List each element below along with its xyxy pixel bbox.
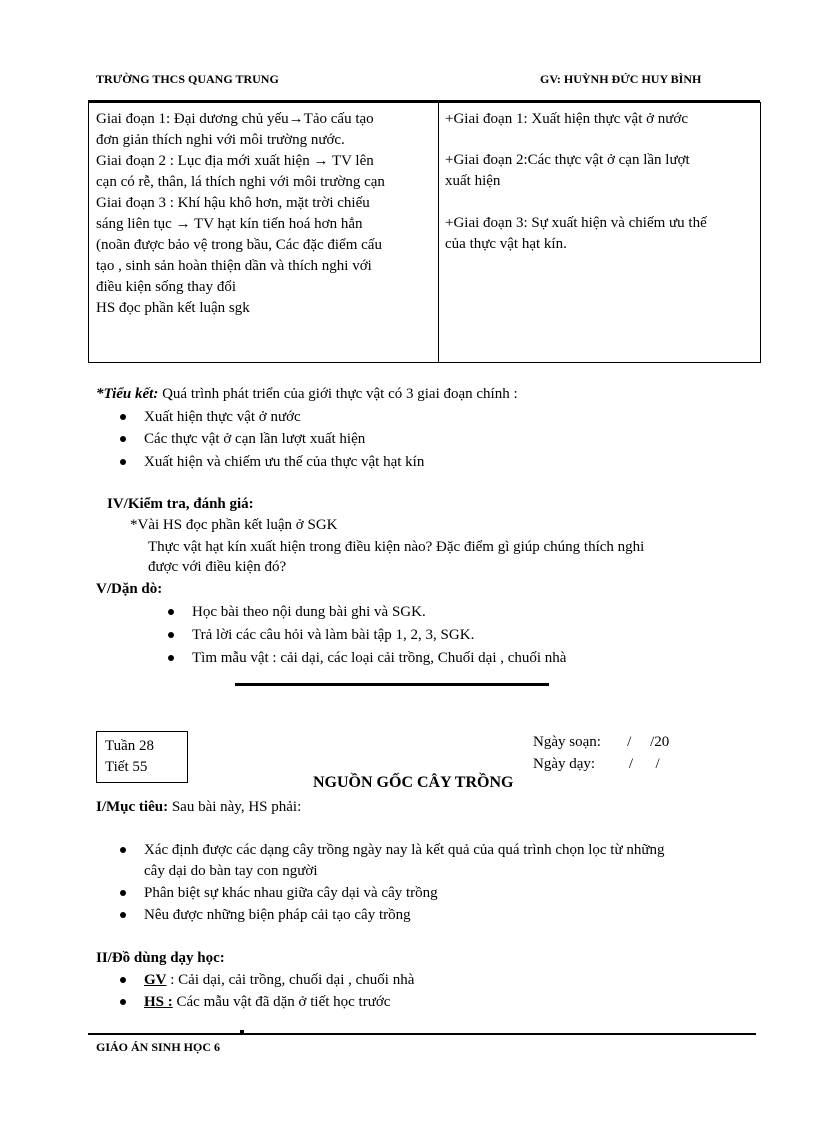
homework-title: V/Dặn dò: (96, 581, 163, 597)
table-right-line: của thực vật hạt kín. (445, 236, 567, 252)
period-label: Tiết 55 (105, 759, 148, 775)
section-divider (235, 683, 549, 686)
objectives-intro: Sau bài này, HS phải: (168, 799, 302, 815)
summary-item: Xuất hiện và chiếm ưu thế của thực vật hạt kín (144, 454, 425, 470)
table-left-line: HS đọc phần kết luận sgk (96, 300, 250, 316)
gv-text: : Cải dại, cải trồng, chuối dại , chuối nhà (170, 972, 415, 988)
summary-item: Xuất hiện thực vật ở nước (144, 409, 301, 425)
assessment-line: *Vài HS đọc phần kết luận ở SGK (130, 517, 338, 533)
table-left-line: Giai đoạn 3 : Khí hậu khô hơn, mặt trời chiếu (96, 195, 370, 211)
hs-text: Các mẫu vật đã dặn ở tiết học trước (172, 994, 391, 1010)
materials-hs (144, 992, 390, 1013)
objective-item-cont: cây dại do bàn tay con người (144, 863, 318, 879)
summary-item: Các thực vật ở cạn lần lượt xuất hiện (144, 431, 366, 447)
bullet-icon (168, 632, 174, 638)
objective-item: Nêu được những biện pháp cải tạo cây trồng (144, 907, 411, 923)
homework-item: Học bài theo nội dung bài ghi và SGK. (192, 604, 426, 620)
assessment-question: được với điều kiện đó? (148, 559, 287, 575)
table-left-line: điều kiện sống thay đổi (96, 279, 236, 295)
teacher-name: GV: HUỲNH ĐỨC HUY BÌNH (540, 72, 702, 86)
homework-item: Tìm mẫu vật : cải dại, các loại cải trồng, Chuối dại , chuối nhà (192, 650, 567, 666)
table-left-line: đơn giản thích nghi với môi trường nước. (96, 132, 345, 148)
footer-mark (240, 1030, 244, 1033)
summary-text: Quá trình phát triển của giới thực vật có 3 giai đoạn chính : (158, 386, 518, 402)
hs-label: HS : (144, 994, 173, 1010)
bullet-icon (120, 414, 126, 420)
bullet-icon (120, 436, 126, 442)
table-divider (438, 102, 439, 362)
table-right-line: +Giai đoạn 3: Sự xuất hiện và chiếm ưu thế (445, 215, 707, 231)
bullet-icon (120, 999, 126, 1005)
bullet-icon (120, 459, 126, 465)
homework-item: Trả lời các câu hỏi và làm bài tập 1, 2, 3, SGK. (192, 627, 475, 643)
footer-text: GIÁO ÁN SINH HỌC 6 (96, 1040, 221, 1054)
week-label: Tuần 28 (105, 738, 155, 754)
objective-item: Phân biệt sự khác nhau giữa cây dại và cây trồng (144, 885, 438, 901)
bullet-icon (120, 912, 126, 918)
objective-item: Xác định được các dạng cây trồng ngày nay là kết quả của quá trình chọn lọc từ những (144, 842, 665, 858)
table-left-line: (noãn được bảo vệ trong bầu, Các đặc điểm cấu (96, 237, 382, 253)
assessment-title: IV/Kiểm tra, đánh giá: (107, 496, 254, 512)
school-name: TRƯỜNG THCS QUANG TRUNG (96, 72, 279, 86)
bullet-icon (120, 847, 126, 853)
bullet-icon (168, 609, 174, 615)
teach-date: Ngày dạy: / / (533, 756, 660, 772)
gv-label: GV (144, 972, 167, 988)
summary-line (96, 384, 518, 405)
prep-date: Ngày soạn: / /20 (533, 734, 670, 750)
materials-gv (144, 970, 414, 991)
materials-title: II/Đồ dùng dạy học: (96, 950, 225, 966)
bullet-icon (120, 890, 126, 896)
table-right-line: +Giai đoạn 2:Các thực vật ở cạn lần lượt (445, 152, 690, 168)
summary-label: *Tiểu kết: (96, 386, 159, 402)
table-left-line: tạo , sinh sản hoàn thiện dần và thích nghi với (96, 258, 372, 274)
objectives-title: I/Mục tiêu: (96, 799, 169, 815)
table-right-line: xuất hiện (445, 173, 501, 189)
table-left-line: cạn có rễ, thân, lá thích nghi với môi trường cạn (96, 174, 385, 190)
bullet-icon (168, 655, 174, 661)
assessment-question: Thực vật hạt kín xuất hiện trong điều kiện nào? Đặc điểm gì giúp chúng thích nghi (148, 539, 645, 555)
objectives-line (96, 797, 301, 818)
lesson-title: NGUỒN GỐC CÂY TRỒNG (313, 774, 514, 791)
table-left-line: Giai đoạn 1: Đại dương chủ yếu→Tảo cấu tạo (96, 111, 374, 127)
table-right-line: +Giai đoạn 1: Xuất hiện thực vật ở nước (445, 111, 689, 127)
table-left-line: Giai đoạn 2 : Lục địa mới xuất hiện → TV lên (96, 153, 374, 169)
bullet-icon (120, 977, 126, 983)
footer-rule (88, 1033, 756, 1035)
table-left-line: sáng liên tục → TV hạt kín tiến hoá hơn hẳn (96, 216, 363, 232)
